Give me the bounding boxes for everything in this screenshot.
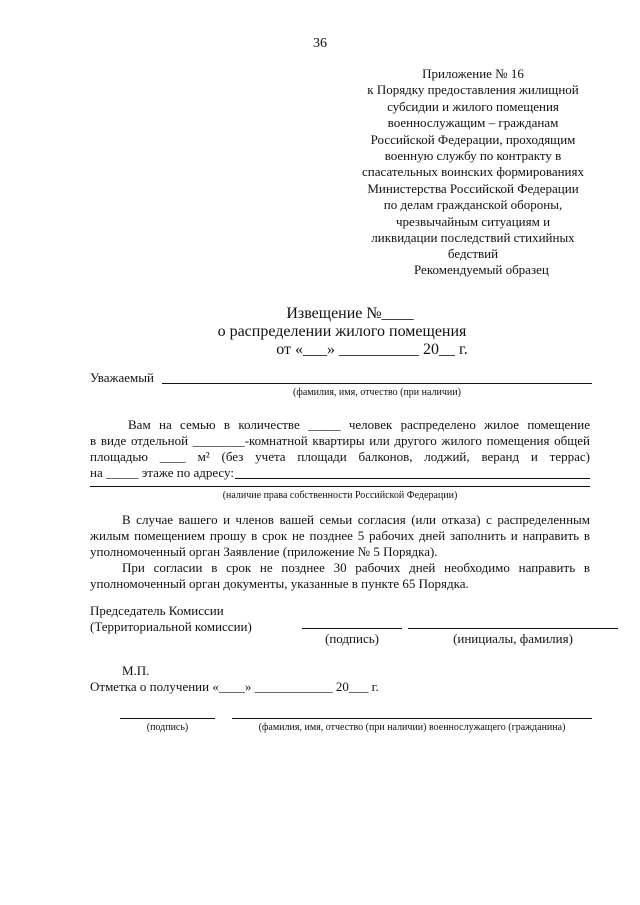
- stamp-place-label: М.П.: [122, 663, 150, 678]
- appendix-line: военную службу по контракту в: [384, 148, 562, 164]
- chairman-name-caption: (инициалы, фамилия): [453, 631, 573, 646]
- appendix-line: Министерства Российской Федерации: [367, 180, 579, 196]
- greeting-label: Уважаемый: [90, 370, 154, 385]
- recipient-full-name-caption: (фамилия, имя, отчество (при наличии) военнослужащего (гражданина): [258, 722, 566, 733]
- chairman-signature-line[interactable]: [302, 628, 402, 629]
- recipient-signature-caption: (подпись): [146, 722, 189, 733]
- recommended-template-label: Рекомендуемый образец: [414, 262, 549, 277]
- allocation-text-line-3: площадью ____ м² (без учета площади балконов, лоджий, веранд и террас): [90, 449, 590, 464]
- documents-text-line-2: уполномоченный орган документы, указанные в пункте 65 Порядка.: [90, 576, 469, 591]
- receipt-mark-line: Отметка о получении «____» ____________ 20___ г.: [90, 679, 379, 694]
- title-line-notice: Извещение №____: [286, 305, 414, 322]
- allocation-text-line-4: на _____ этаже по адресу:: [90, 465, 234, 480]
- ownership-line[interactable]: [90, 486, 590, 487]
- chairman-subtitle: (Территориальной комиссии): [90, 619, 252, 634]
- appendix-line: Российской Федерации, проходящим: [370, 131, 576, 147]
- document-title: [0, 305, 640, 359]
- appendix-line: бедствий: [447, 246, 499, 262]
- recipient-signature-line[interactable]: [120, 718, 215, 719]
- documents-text-line-1: При согласии в срок не позднее 30 рабочих дней необходимо направить в: [122, 560, 590, 575]
- consent-text-line-3: уполномоченный орган Заявление (приложение № 5 Порядка).: [90, 544, 438, 559]
- appendix-line: к Порядку предоставления жилищной: [367, 82, 579, 98]
- allocation-text-line-2: в виде отдельной ________-комнатной квартиры или другого жилого помещения общей: [90, 433, 590, 448]
- address-line[interactable]: [235, 478, 590, 479]
- recipient-name-line[interactable]: [162, 383, 592, 384]
- consent-text-line-1: В случае вашего и членов вашей семьи согласия (или отказа) с распределенным: [122, 512, 590, 527]
- appendix-line: спасательных воинских формированиях: [362, 164, 584, 180]
- appendix-header: [338, 66, 608, 263]
- title-line-subject: о распределении жилого помещения: [217, 323, 467, 340]
- appendix-line: по делам гражданской обороны,: [383, 197, 563, 213]
- appendix-line: субсидии и жилого помещения: [387, 98, 559, 114]
- ownership-caption: (наличие права собственности Российской Федерации): [222, 490, 458, 501]
- recipient-name-caption: (фамилия, имя, отчество (при наличии): [293, 387, 461, 398]
- chairman-title: Председатель Комиссии: [90, 603, 224, 618]
- chairman-signature-caption: (подпись): [325, 631, 379, 646]
- page-number: 36: [313, 36, 327, 51]
- consent-text-line-2: жилым помещением прошу в срок не позднее 5 рабочих дней заполнить и направить в: [90, 528, 590, 543]
- chairman-name-line[interactable]: [408, 628, 618, 629]
- appendix-line: Приложение № 16: [422, 66, 524, 81]
- allocation-text-line-1: Вам на семью в количестве _____ человек распределено жилое помещение: [128, 417, 590, 432]
- appendix-line: военнослужащим – гражданам: [387, 115, 559, 131]
- recipient-full-name-line[interactable]: [232, 718, 592, 719]
- appendix-line: чрезвычайным ситуациям и: [395, 213, 551, 229]
- appendix-line: ликвидации последствий стихийных: [371, 230, 575, 246]
- title-line-date: от «___» __________ 20__ г.: [276, 341, 468, 358]
